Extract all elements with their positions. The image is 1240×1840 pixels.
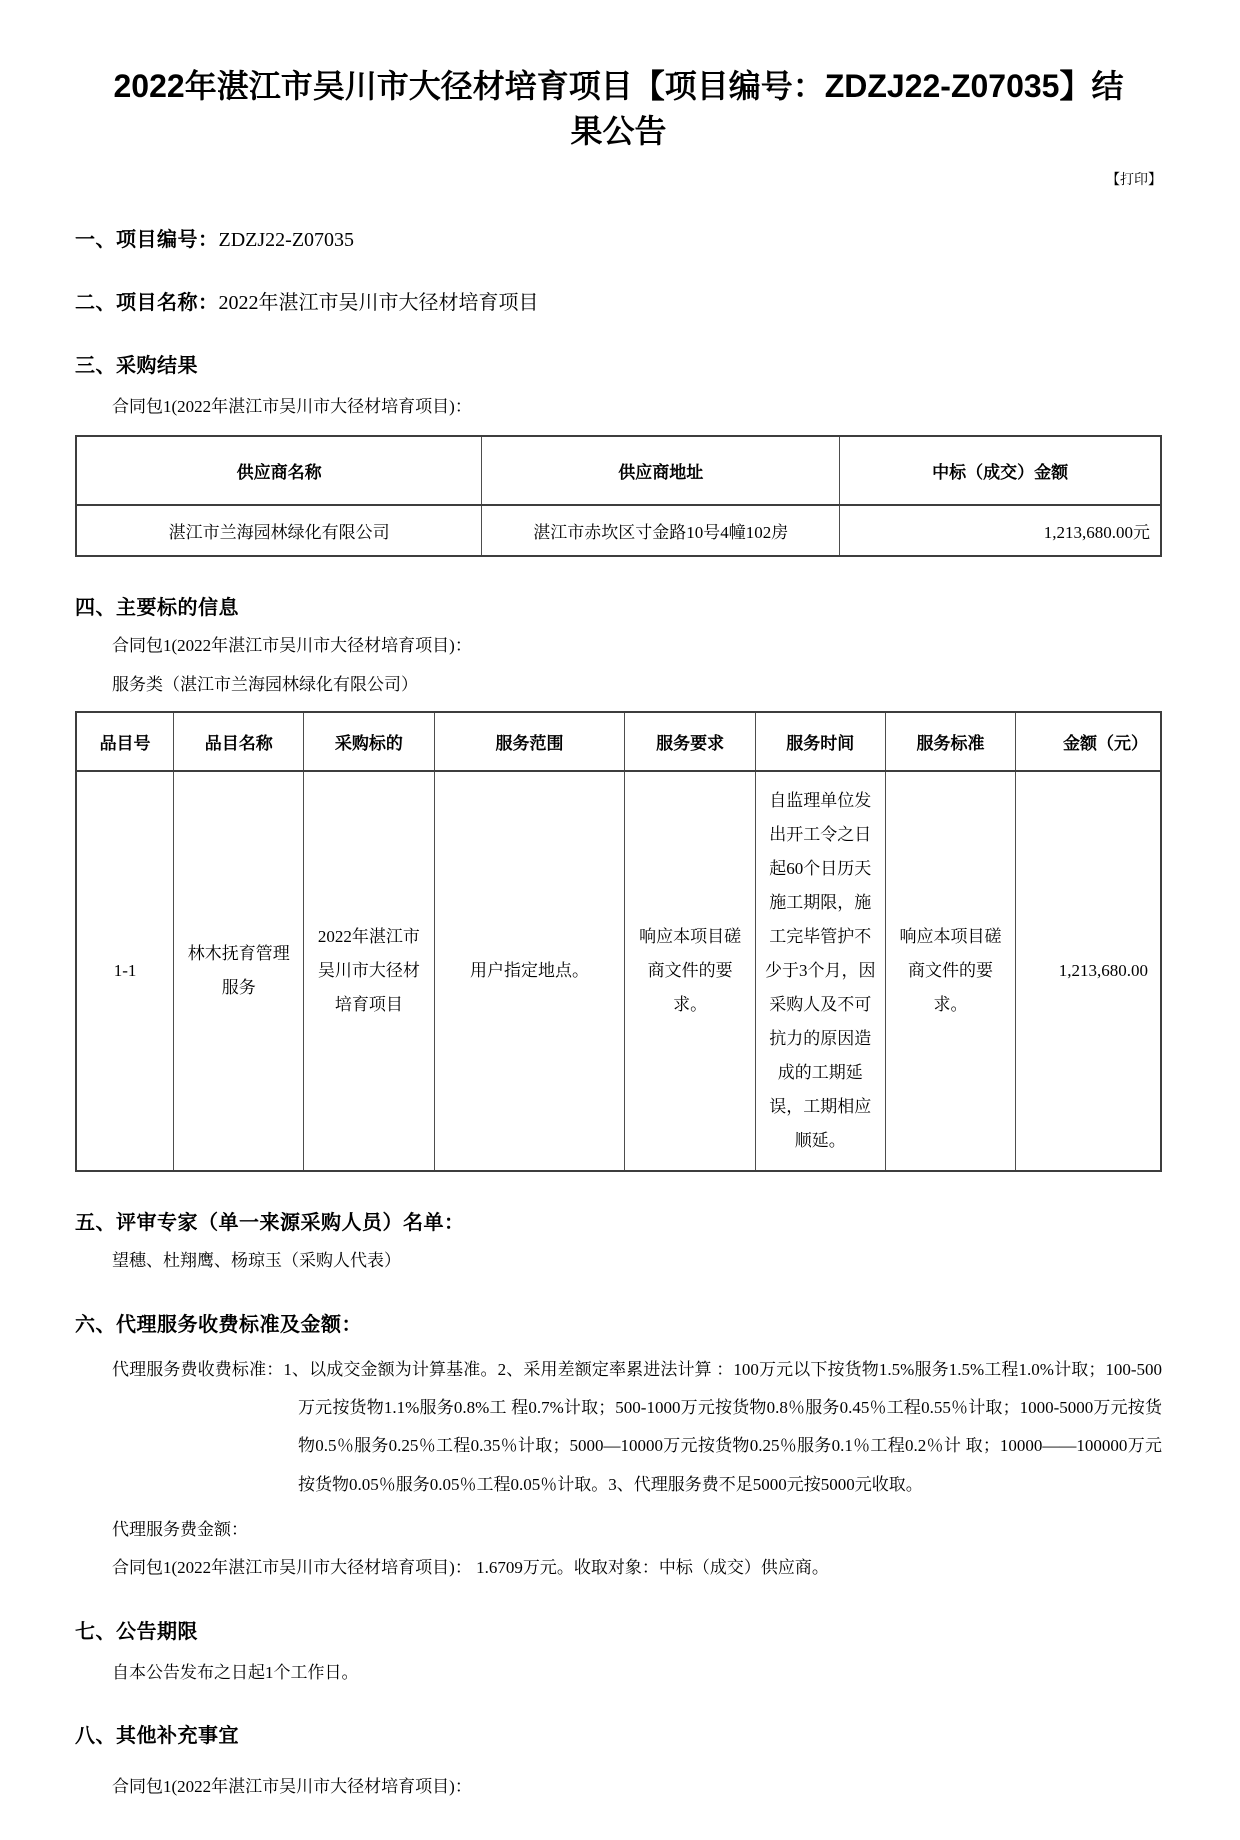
column-header-supplier-name: 供应商名称 xyxy=(76,436,482,505)
table-header-row xyxy=(76,712,1161,771)
section-announcement-period-heading: 七、公告期限 xyxy=(75,1620,198,1643)
package-line: 合同包1(2022年湛江市吴川市大径材培育项目)： xyxy=(112,636,472,656)
item-name-cell: 林木抚育管理服务 xyxy=(174,771,304,1171)
section-agency-fee-heading: 六、代理服务收费标准及金额： xyxy=(75,1313,362,1336)
column-header-award-amount: 中标（成交）金额 xyxy=(840,436,1161,505)
other-matters-body: 合同包1(2022年湛江市吴川市大径材培育项目)： xyxy=(112,1777,472,1797)
column-header-service-requirement: 服务要求 xyxy=(625,712,755,771)
service-time-cell: 自监理单位发出开工令之日起60个日历天施工期限，施工完毕管护不少于3个月，因采购人及不可抗力的原因造成的工期延误，工期相应顺延。 xyxy=(755,771,885,1171)
page-title: 2022年湛江市吴川市大径材培育项目【项目编号：ZDZJ22-Z07035】结果公告 xyxy=(113,68,1124,150)
announcement-period-body: 自本公告发布之日起1个工作日。 xyxy=(112,1662,359,1682)
procurement-result-table xyxy=(75,435,1162,557)
agency-fee-amount-label: 代理服务费金额： xyxy=(112,1519,248,1539)
table-header-row xyxy=(76,436,1161,505)
service-requirement-cell: 响应本项目磋商文件的要求。 xyxy=(625,771,755,1171)
section-project-name xyxy=(75,286,1162,315)
agency-fee-standard xyxy=(112,1351,1162,1504)
service-scope-cell: 用户指定地点。 xyxy=(434,771,625,1171)
column-header-service-time: 服务时间 xyxy=(755,712,885,771)
column-header-service-scope: 服务范围 xyxy=(434,712,625,771)
project-name-label: 二、项目名称： xyxy=(75,291,219,314)
section-procurement-result-heading: 三、采购结果 xyxy=(75,354,198,377)
expert-names: 望穗、杜翔鹰、杨琼玉（采购人代表） xyxy=(112,1251,401,1271)
column-header-supplier-address: 供应商地址 xyxy=(482,436,840,505)
print-button[interactable]: 【打印】 xyxy=(1106,172,1162,188)
supplier-address-cell: 湛江市赤坎区寸金路10号4幢102房 xyxy=(482,505,840,556)
section-project-number xyxy=(75,223,1162,252)
service-standard-cell: 响应本项目磋商文件的要求。 xyxy=(885,771,1015,1171)
item-no-cell: 1-1 xyxy=(76,771,174,1171)
agency-fee-standard-label: 代理服务费收费标准： xyxy=(112,1359,284,1379)
category-line: 服务类（湛江市兰海园林绿化有限公司） xyxy=(112,674,418,694)
award-amount-cell: 1,213,680.00元 xyxy=(840,505,1161,556)
package-line: 合同包1(2022年湛江市吴川市大径材培育项目)： xyxy=(112,396,472,416)
agency-fee-amount-line: 合同包1(2022年湛江市吴川市大径材培育项目)： 1.6709万元。收取对象：中标（成交）供应商。 xyxy=(112,1558,829,1578)
section-other-matters-heading: 八、其他补充事宜 xyxy=(75,1725,239,1748)
agency-fee-standard-text: 1、以成交金额为计算基准。2、采用差额定率累进法计算 ：100万元以下按货物1.5%服务1.5%工程1.0%计取；100-500万元按货物1.1%服务0.8%工 程0.7%计取；500-1000万元按货物0.8％服务0.45％工程0.55％计取；1000-5000万元按货 物0.5％服务0.25％工程0.35％计取；5000—10000万元按货物0.25％服务0.1％工程0.2％计 取；10000——100000万元按货物0.05％服务0.05％工程0.05％计取。3、代理服务费不足5000元按5000元收取。 xyxy=(283,1359,1162,1494)
amount-cell: 1,213,680.00 xyxy=(1016,771,1161,1171)
table-row xyxy=(76,505,1161,556)
column-header-item-name: 品目名称 xyxy=(174,712,304,771)
project-name-value: 2022年湛江市吴川市大径材培育项目 xyxy=(218,291,539,314)
column-header-procurement-subject: 采购标的 xyxy=(304,712,434,771)
main-subject-table xyxy=(75,711,1162,1172)
column-header-item-no: 品目号 xyxy=(76,712,174,771)
table-row xyxy=(76,771,1161,1171)
procurement-subject-cell: 2022年湛江市吴川市大径材培育项目 xyxy=(304,771,434,1171)
column-header-amount: 金额（元） xyxy=(1016,712,1161,771)
print-row xyxy=(75,169,1162,189)
section-experts-heading: 五、评审专家（单一来源采购人员）名单： xyxy=(75,1212,465,1235)
project-number-label: 一、项目编号： xyxy=(75,228,219,251)
column-header-service-standard: 服务标准 xyxy=(885,712,1015,771)
supplier-name-cell: 湛江市兰海园林绿化有限公司 xyxy=(76,505,482,556)
section-main-subject-heading: 四、主要标的信息 xyxy=(75,597,239,620)
project-number-value: ZDZJ22-Z07035 xyxy=(218,228,355,251)
